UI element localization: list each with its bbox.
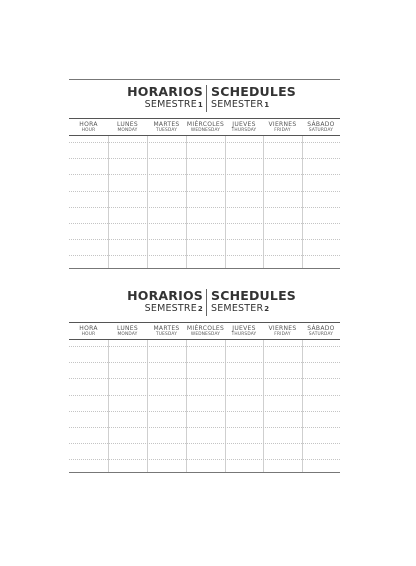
column-separator [186,136,187,268]
column-header [147,121,186,133]
column-label-es: MARTES [153,121,180,128]
column-label-es: VIERNES [268,325,297,332]
table-row[interactable] [69,427,340,428]
title-es: HORARIOS [127,288,203,303]
column-separator [186,340,187,472]
column-label-en: TUESDAY [155,332,178,337]
timetable-rows [69,340,340,472]
table-row[interactable] [69,207,340,208]
column-label-es: JUEVES [232,121,256,128]
title-en: SCHEDULES [211,288,297,303]
column-label-en: FRIDAY [274,332,291,337]
column-header [186,121,225,133]
table-row[interactable] [69,362,340,363]
subtitle-en: SEMESTER1 [211,99,270,110]
column-header [69,121,108,133]
column-label-es: SÁBADO [307,121,335,128]
schedule-semester-1 [69,84,340,133]
column-label-es: LUNES [116,121,139,128]
column-header [302,121,340,133]
top-rule [69,79,340,80]
column-label-en: HOUR [81,128,96,133]
schedule-header [69,84,340,114]
column-separator [108,340,109,472]
semester-number: 2 [264,305,270,313]
header-divider [206,289,207,316]
table-row[interactable] [69,255,340,256]
timetable-grid [69,118,340,268]
column-label-en: TUESDAY [155,128,178,133]
column-header [147,325,186,337]
column-separator [147,136,148,268]
table-row[interactable] [69,174,340,175]
column-separator [263,136,264,268]
column-label-en: WEDNESDAY [190,128,221,133]
column-label-es: MIÉRCOLES [186,325,225,332]
column-header [186,325,225,337]
table-row[interactable] [69,158,340,159]
semester-number: 2 [197,305,203,313]
semester-number: 1 [197,101,203,109]
column-label-es: HORA [79,325,98,332]
column-label-es: SÁBADO [307,325,335,332]
column-header [108,121,147,133]
column-label-es: JUEVES [232,325,256,332]
column-label-en: SATURDAY [308,128,334,133]
column-headers [69,322,340,340]
column-separator [302,136,303,268]
column-label-en: HOUR [81,332,96,337]
bottom-rule [69,472,340,473]
column-separator [225,340,226,472]
title-en: SCHEDULES [211,84,297,99]
timetable-rows [69,136,340,268]
schedule-semester-2 [69,288,340,337]
header-divider [206,85,207,112]
column-header [302,325,340,337]
subtitle-es: SEMESTRE1 [144,99,203,110]
table-row[interactable] [69,378,340,379]
column-label-en: MONDAY [117,332,138,337]
column-separator [147,340,148,472]
table-row[interactable] [69,191,340,192]
column-label-en: THURSDAY [231,128,257,133]
table-row[interactable] [69,346,340,347]
column-header [69,325,108,337]
subtitle-es: SEMESTRE2 [144,303,203,314]
table-row[interactable] [69,395,340,396]
column-label-en: THURSDAY [231,332,257,337]
column-header [225,325,263,337]
column-label-es: MIÉRCOLES [186,121,225,128]
column-separator [225,136,226,268]
column-label-en: SATURDAY [308,332,334,337]
column-header [263,325,302,337]
column-header [108,325,147,337]
column-label-es: MARTES [153,325,180,332]
column-separator [108,136,109,268]
column-header [263,121,302,133]
column-label-en: MONDAY [117,128,138,133]
table-row[interactable] [69,443,340,444]
column-headers [69,118,340,136]
column-label-en: FRIDAY [274,128,291,133]
column-label-en: WEDNESDAY [190,332,221,337]
table-row[interactable] [69,223,340,224]
column-label-es: VIERNES [268,121,297,128]
bottom-rule [69,268,340,269]
table-row[interactable] [69,411,340,412]
semester-number: 1 [264,101,270,109]
column-separator [302,340,303,472]
table-row[interactable] [69,142,340,143]
column-label-es: HORA [79,121,98,128]
column-separator [263,340,264,472]
column-label-es: LUNES [116,325,139,332]
subtitle-en: SEMESTER2 [211,303,270,314]
timetable-grid [69,322,340,472]
table-row[interactable] [69,459,340,460]
column-header [225,121,263,133]
title-es: HORARIOS [127,84,203,99]
schedule-header [69,288,340,318]
table-row[interactable] [69,239,340,240]
